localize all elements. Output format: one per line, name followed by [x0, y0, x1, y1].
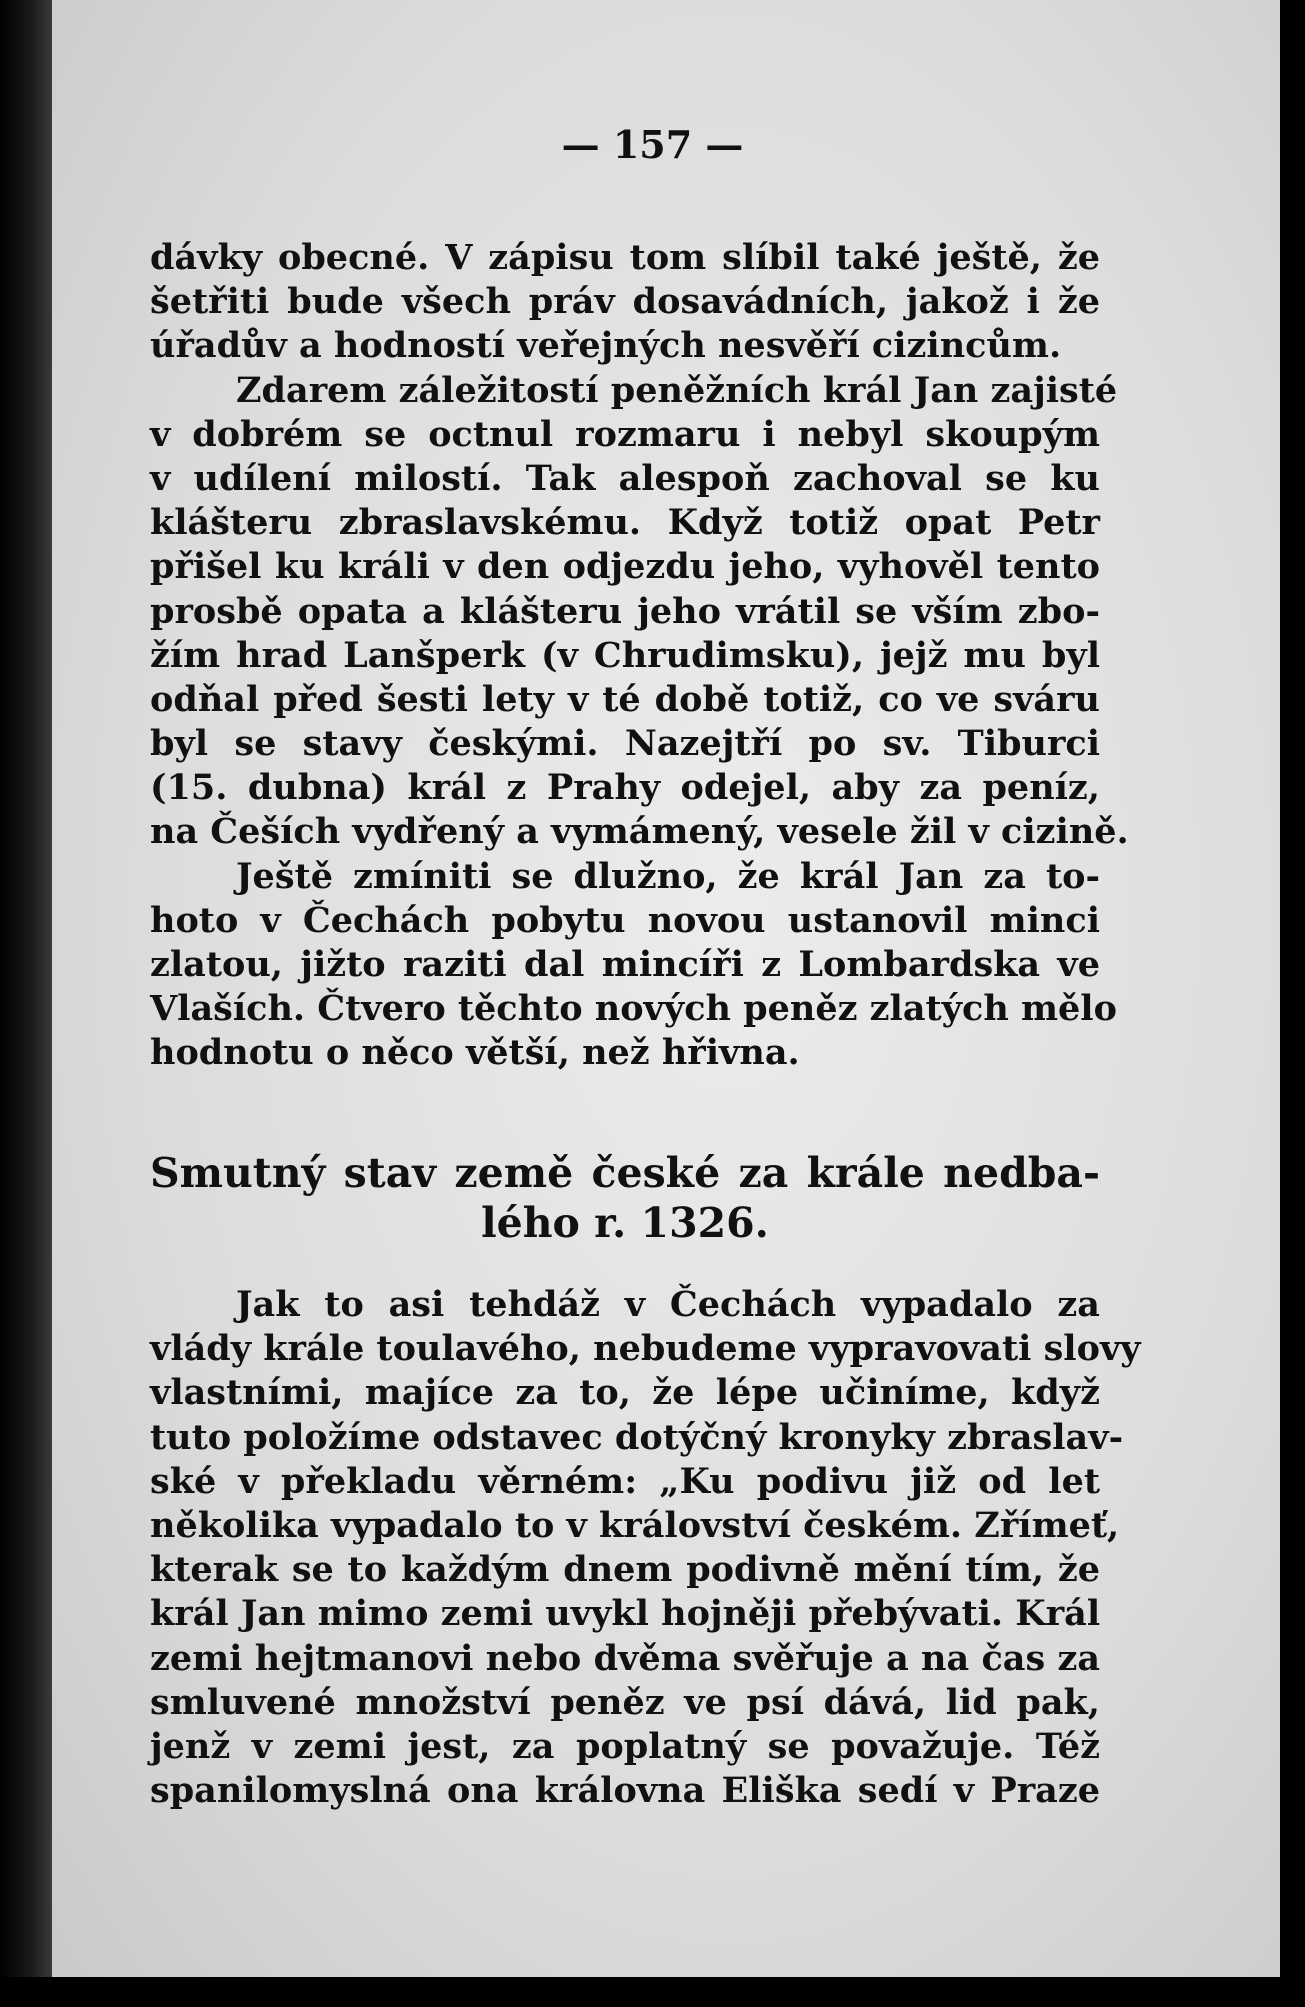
text-line: smluvené množství peněz ve psí dává, lid pak, — [150, 1681, 1100, 1723]
text-line: zlatou, jižto raziti dal mincíři z Lombardska ve — [150, 944, 1100, 985]
text-line: na Češích vydřený a vymámený, vesele žil v cizině. — [150, 811, 1129, 853]
text-line: hodnotu o něco větší, než hřivna. — [150, 1032, 800, 1074]
text-line: byl se stavy českými. Nazejtří po sv. Tiburci — [150, 723, 1100, 765]
text-line: jenž v zemi jest, za poplatný se považuje. Též — [150, 1725, 1100, 1767]
text-line: vlastními, majíce za to, že lépe učiníme, když — [150, 1372, 1100, 1414]
text-line: (15. dubna) král z Prahy odejel, aby za peníz, — [150, 767, 1100, 809]
text-line: klášteru zbraslavskému. Když totiž opat Petr — [150, 502, 1100, 544]
page-number: — 157 — — [561, 122, 744, 167]
text-line: odňal před šesti lety v té době totiž, co ve sváru — [150, 678, 1100, 720]
text-line: Zdarem záležitostí peněžních král Jan zajisté — [236, 369, 1118, 411]
section-heading — [150, 1148, 1100, 1248]
heading-line: lého r. 1326. — [481, 1199, 769, 1247]
text-line: spanilomyslná ona královna Eliška sedí v Praze — [150, 1770, 1100, 1812]
paragraph-2 — [150, 1283, 1141, 1813]
text-line: Vlaších. Čtvero těchto nových peněz zlatých mělo — [150, 988, 1117, 1030]
text-line: dávky obecné. V zápisu tom slíbil také ještě, že — [150, 237, 1100, 278]
scan-border-bottom — [0, 1977, 1305, 2007]
text-line: kterak se to každým dnem podivně mění tím, že — [150, 1549, 1100, 1591]
text-line: úřadův a hodností veřejných nesvěří cizincům. — [150, 325, 1062, 367]
text-line: zemi hejtmanovi nebo dvěma svěřuje a na čas za — [150, 1637, 1100, 1679]
book-spine-shadow — [0, 0, 52, 2007]
text-line: Jak to asi tehdáž v Čechách vypadalo za — [236, 1284, 1100, 1325]
text-line: král Jan mimo zemi uvykl hojněji přebývati. Král — [150, 1593, 1101, 1635]
text-line: hoto v Čechách pobytu novou ustanovil minci — [150, 899, 1100, 941]
text-line: přišel ku králi v den odjezdu jeho, vyhověl tento — [150, 546, 1100, 588]
heading-line: Smutný stav země české za krále nedba- — [150, 1149, 1100, 1197]
text-line: v dobrém se octnul rozmaru i nebyl skoupým — [150, 413, 1100, 455]
text-line: prosbě opata a klášteru jeho vrátil se vším zbo- — [150, 590, 1100, 632]
text-line: vlády krále toulavého, nebudeme vypravovati slovy — [150, 1328, 1141, 1370]
text-line: několika vypadalo to v království českém. Zřímeť, — [150, 1504, 1120, 1546]
scan-border-right — [1280, 0, 1305, 2007]
text-line: tuto položíme odstavec dotýčný kronyky zbraslav- — [150, 1416, 1124, 1458]
text-line: šetřiti bude všech práv dosavádních, jakož i že — [150, 281, 1100, 323]
text-line: v udílení milostí. Tak alespoň zachoval se ku — [150, 457, 1100, 499]
paragraph-1 — [150, 236, 1129, 1076]
text-line: žím hrad Lanšperk (v Chrudimsku), jejž mu byl — [150, 634, 1100, 676]
text-line: Ještě zmíniti se dlužno, že král Jan za to- — [236, 855, 1100, 897]
text-line: ské v překladu věrném: „Ku podivu již od let — [150, 1460, 1100, 1502]
